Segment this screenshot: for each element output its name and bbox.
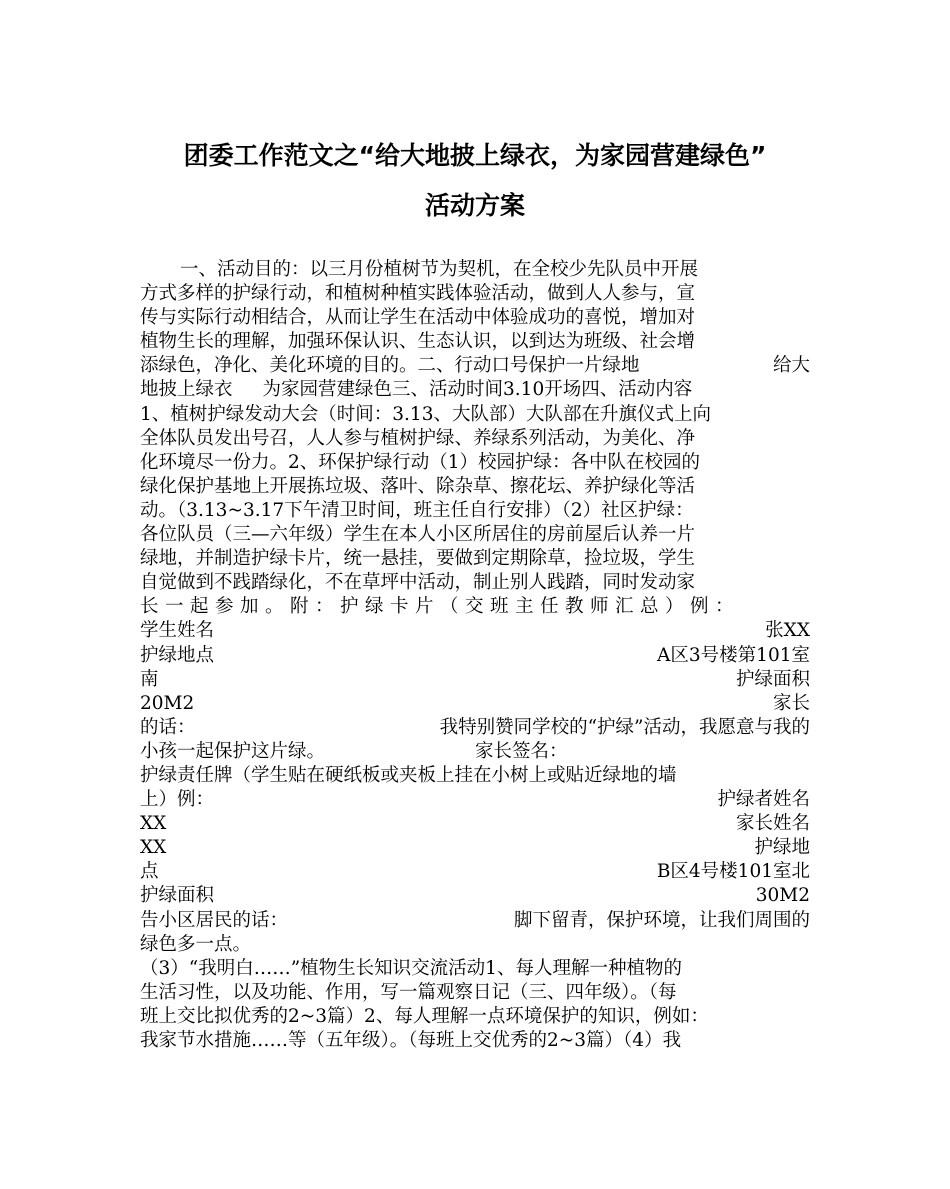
sign-value: XX	[140, 837, 167, 859]
text-segment: 上）例：	[140, 789, 215, 811]
card-row-signature	[140, 740, 810, 764]
text-line: 自觉做到不践踏绿化，不在草坪中活动，制止别人践踏，同时发动家	[140, 572, 696, 594]
text-line: 生活习性，以及功能、作用，写一篇观察日记（三、四年级）。（每	[140, 981, 677, 1003]
card-value: 20M2	[140, 692, 195, 714]
card-label: 家长签名：	[475, 740, 568, 762]
text-line: 绿色多一点。	[140, 933, 252, 955]
card-value: 张XX	[765, 620, 810, 642]
text-line: 化环境尽一份力。2、环保护绿行动（1）校园护绿：各中队在校园的	[140, 451, 701, 473]
text-line: 绿化保护基地上开展拣垃圾、落叶、除杂草、擦花坛、养护绿化等活	[140, 475, 696, 497]
sign-row-guardian	[140, 788, 810, 812]
sign-row-parent	[140, 812, 810, 836]
title-line-1: 团委工作范文之“给大地披上绿衣，为家园营建绿色”	[183, 141, 767, 170]
card-row-parent	[140, 692, 810, 716]
text-line: 方式多样的护绿行动，和植树种植实践体验活动，做到人人参与，宣	[140, 283, 696, 305]
card-value: 南	[140, 668, 159, 690]
text-line: 绿地，并制造护绿卡片，统一悬挂，要做到定期除草，捡垃圾，学生	[140, 548, 696, 570]
sign-label: 护绿者姓名	[717, 789, 810, 811]
sign-row-location-value	[140, 860, 810, 884]
card-label: 学生姓名	[140, 620, 215, 642]
text-line: 动。（3.13~3.17下午清卫时间，班主任自行安排）（2）社区护绿：	[140, 499, 694, 521]
card-row-student-name	[140, 619, 810, 643]
sign-value: XX	[140, 813, 167, 835]
text-line: 全体队员发出号召，人人参与植树护绿、养绿系列活动，为美化、净	[140, 427, 696, 449]
text-line: 传与实际行动相结合，从而让学生在活动中体验成功的喜悦，增加对	[140, 307, 696, 329]
title-line-2: 活动方案	[424, 191, 525, 220]
sign-value: 脚下留青，保护环境，让我们周围的	[513, 909, 810, 931]
sign-label: 点	[140, 861, 159, 883]
card-label: 护绿面积	[735, 668, 810, 690]
text-segment: 为家园营建绿色三、活动时间3.10开场四、活动内容	[262, 379, 693, 401]
card-row-location	[140, 644, 810, 668]
sign-value: 30M2	[755, 885, 810, 907]
text-line: 各位队员（三—六年级）学生在本人小区所居住的房前屋后认养一片	[140, 524, 696, 546]
card-row-parent-words	[140, 716, 810, 740]
sign-label: 告小区居民的话：	[140, 909, 289, 931]
text-line: 护绿责任牌（学生贴在硬纸板或夹板上挂在小树上或贴近绿地的墙	[140, 764, 677, 786]
sign-value: B区4号楼101室北	[656, 861, 810, 883]
text-segment: 给大	[772, 355, 810, 377]
text-segment: 添绿色，净化、美化环境的目的。二、行动口号保护一片绿地	[140, 355, 640, 377]
sign-row-location	[140, 836, 810, 860]
card-label: 护绿地点	[140, 644, 215, 666]
sign-label: 家长姓名	[735, 813, 810, 835]
text-segment: 小孩一起保护这片绿。	[140, 740, 326, 762]
text-line	[140, 378, 810, 402]
card-value: A区3号楼第101室	[657, 644, 810, 666]
document-title	[140, 131, 810, 231]
text-line: 班上交比拟优秀的2~3篇）2、每人理解一点环境保护的知识，例如：	[140, 1005, 709, 1027]
sign-row-words	[140, 909, 810, 933]
document-body	[140, 258, 810, 1053]
sign-row-area	[140, 884, 810, 908]
sign-label: 护绿地	[754, 837, 810, 859]
text-line: 1、植树护绿发动大会（时间：3.13、大队部）大队部在升旗仪式上向	[140, 403, 711, 425]
card-label: 家长	[772, 692, 810, 714]
text-line: 植物生长的理解，加强环保认识、生态认识，以到达为班级、社会增	[140, 331, 696, 353]
card-value: 我特别赞同学校的“护绿”活动，我愿意与我的	[439, 716, 810, 738]
text-segment: 地披上绿衣	[140, 379, 233, 401]
text-line: （3）“我明白……”植物生长知识交流活动1、每人理解一种植物的	[140, 957, 682, 979]
card-row-area	[140, 668, 810, 692]
text-line: 我家节水措施……等（五年级）。（每班上交优秀的2~3篇）（4）我	[140, 1030, 682, 1051]
text-line	[140, 354, 810, 378]
sign-label: 护绿面积	[140, 885, 215, 907]
text-line: 一、活动目的：以三月份植树节为契机，在全校少先队员中开展	[180, 259, 699, 280]
card-label: 的话：	[140, 716, 196, 738]
text-line: 长一起参加。附：护绿卡片（交班主任教师汇总）例：	[140, 596, 741, 618]
